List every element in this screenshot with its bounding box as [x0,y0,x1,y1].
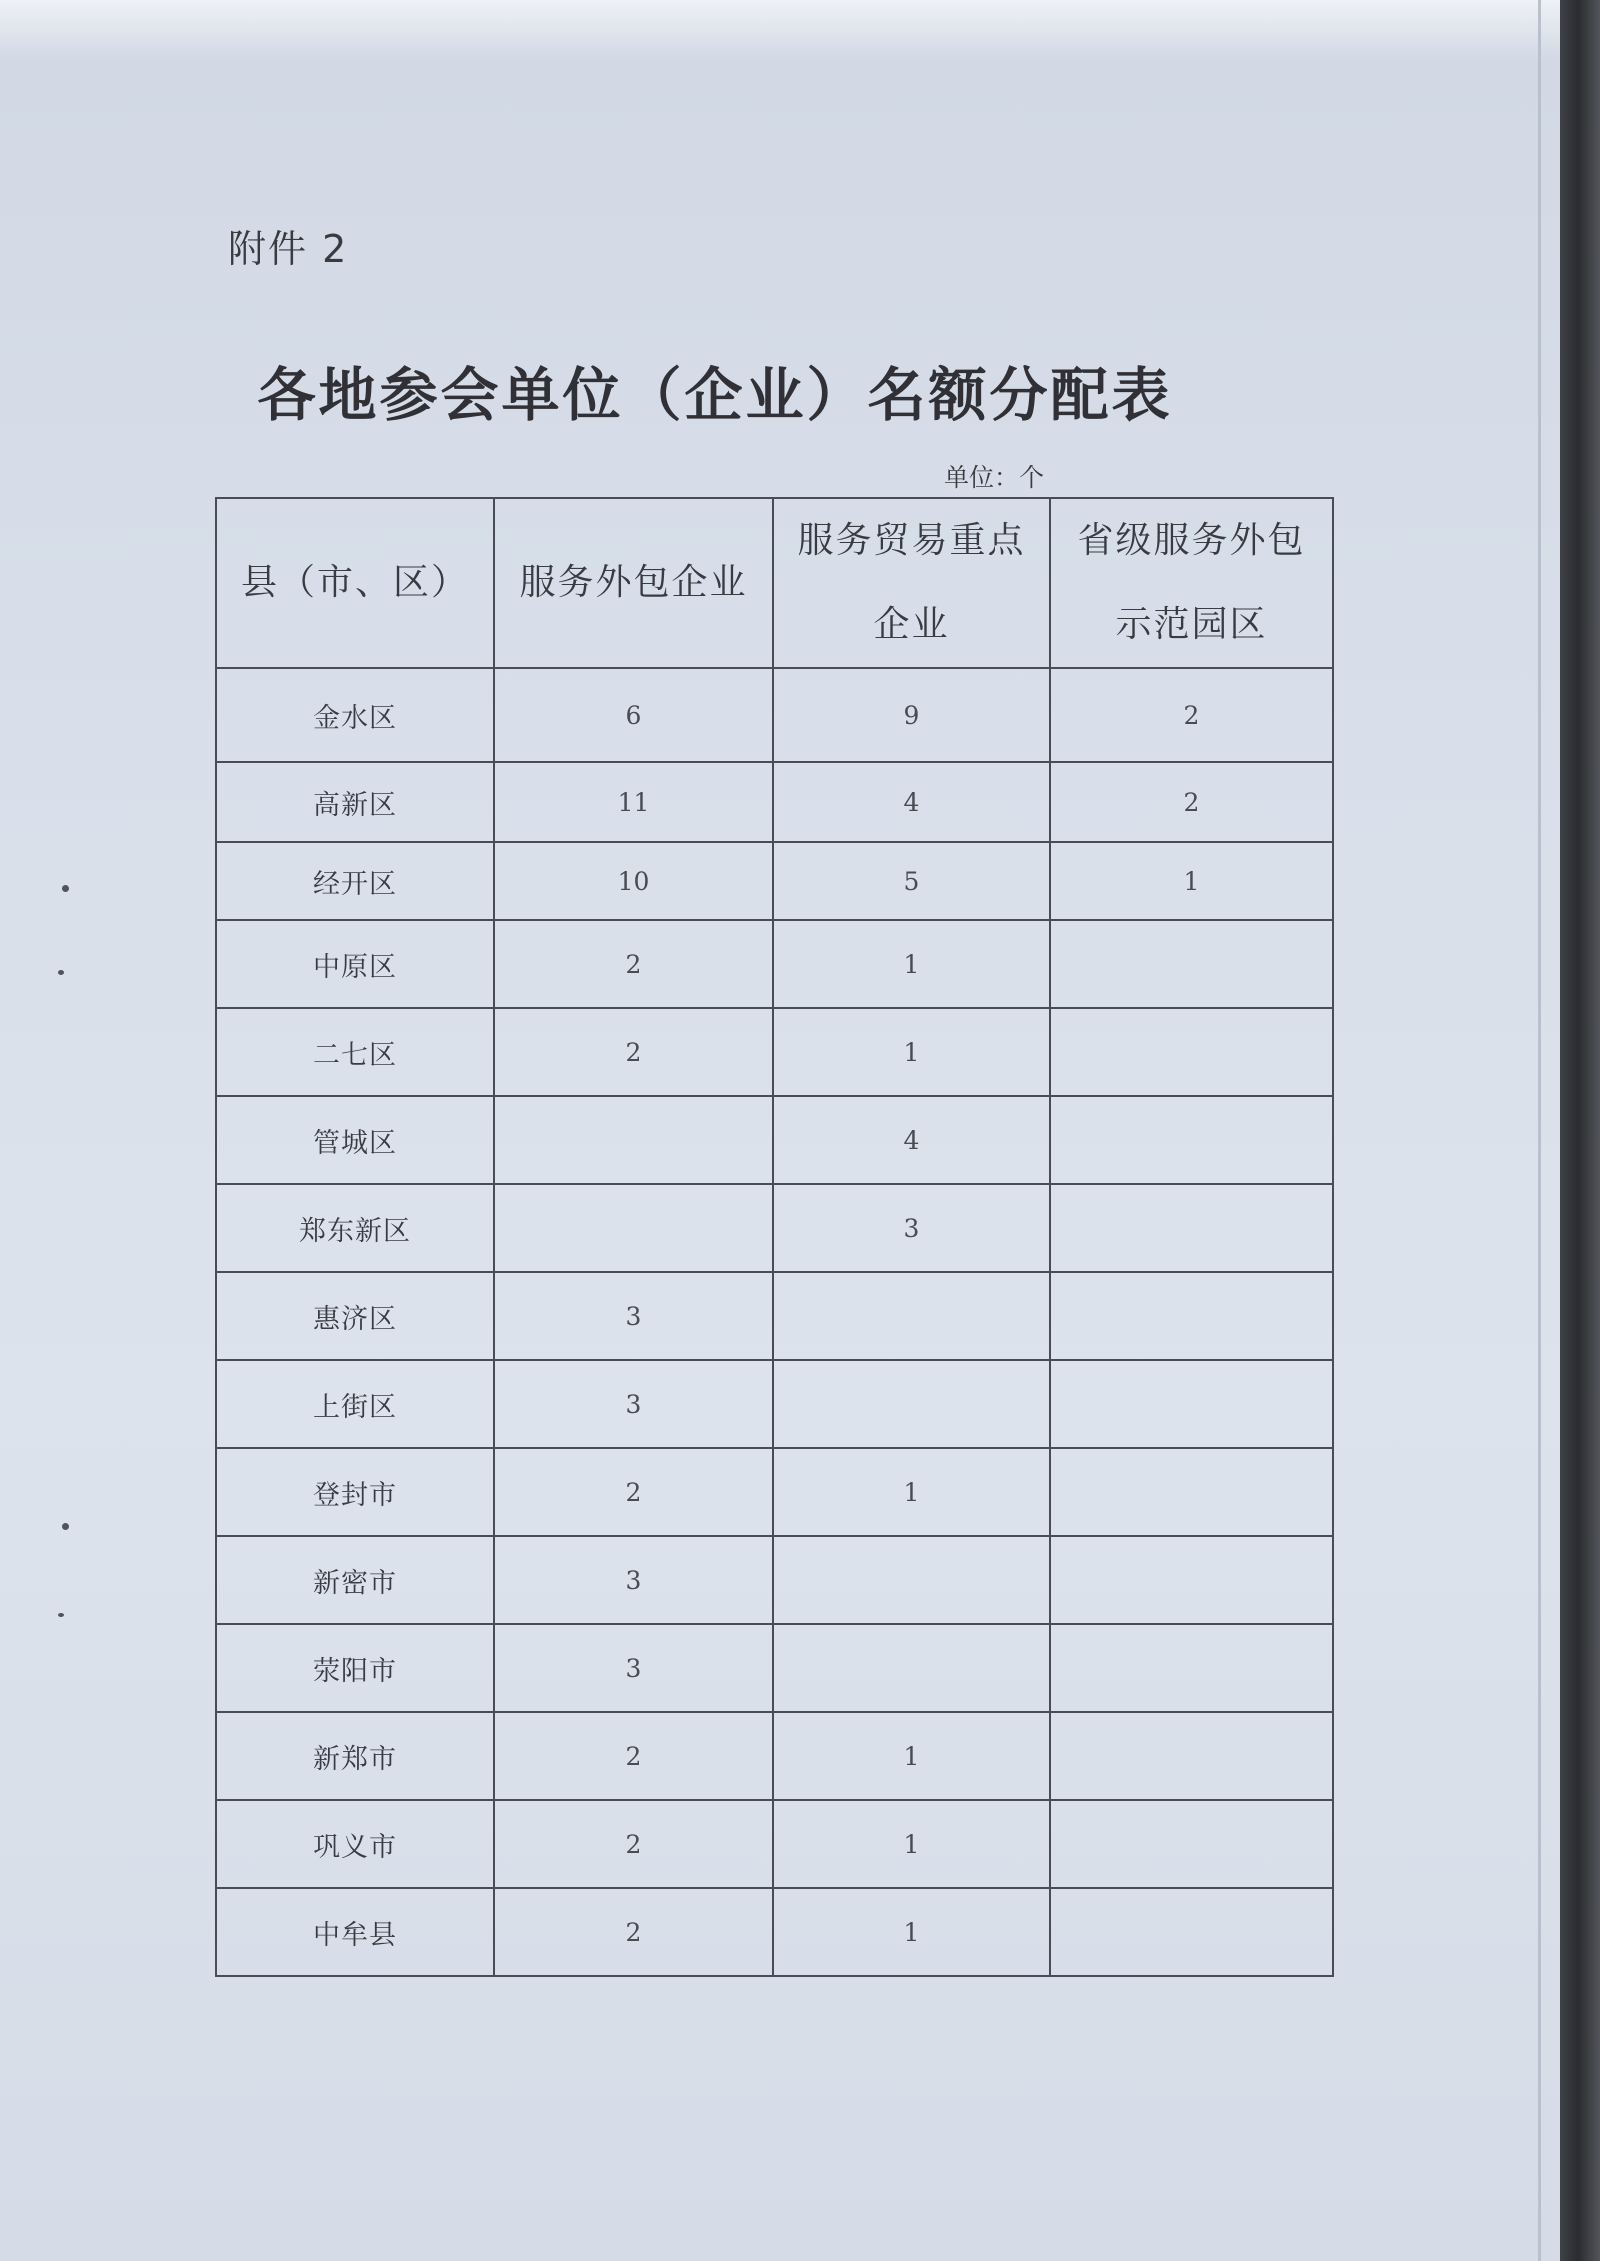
outsourcing-count-cell [494,1096,773,1184]
region-cell: 登封市 [216,1448,494,1536]
trade-count-cell: 9 [773,668,1050,762]
scan-speck [58,970,64,975]
park-count-cell [1050,1536,1333,1624]
outsourcing-count-cell: 6 [494,668,773,762]
header-outsourcing-enterprises [494,498,773,668]
region-cell: 二七区 [216,1008,494,1096]
scan-speck [62,1523,69,1530]
table-row [216,1624,1333,1712]
table-row [216,1272,1333,1360]
region-cell: 惠济区 [216,1272,494,1360]
region-cell: 金水区 [216,668,494,762]
park-count-cell [1050,1184,1333,1272]
park-count-cell [1050,1712,1333,1800]
table-row [216,842,1333,920]
outsourcing-count-cell: 3 [494,1624,773,1712]
outsourcing-count-cell: 11 [494,762,773,842]
trade-count-cell: 1 [773,920,1050,1008]
park-count-cell: 1 [1050,842,1333,920]
trade-count-cell: 4 [773,762,1050,842]
trade-count-cell: 1 [773,1800,1050,1888]
table-row [216,668,1333,762]
region-cell: 郑东新区 [216,1184,494,1272]
outsourcing-count-cell: 10 [494,842,773,920]
outsourcing-count-cell: 2 [494,920,773,1008]
table-body [216,668,1333,1976]
outsourcing-count-cell: 2 [494,1008,773,1096]
header-trade-key-enterprises [773,498,1050,668]
region-cell: 新密市 [216,1536,494,1624]
trade-count-cell: 1 [773,1712,1050,1800]
region-cell: 中原区 [216,920,494,1008]
scan-speck [62,885,69,892]
region-cell: 经开区 [216,842,494,920]
table-row [216,1800,1333,1888]
region-cell: 新郑市 [216,1712,494,1800]
outsourcing-count-cell: 2 [494,1888,773,1976]
outsourcing-count-cell: 3 [494,1360,773,1448]
table-row [216,1888,1333,1976]
trade-count-cell [773,1536,1050,1624]
outsourcing-count-cell: 3 [494,1536,773,1624]
table-row [216,920,1333,1008]
page-fold-line [1538,0,1541,2261]
table-row [216,1712,1333,1800]
park-count-cell [1050,1096,1333,1184]
table-row [216,1448,1333,1536]
table-row [216,1008,1333,1096]
region-cell: 荥阳市 [216,1624,494,1712]
header-park-line-1: 省级服务外包 [1077,520,1306,561]
trade-count-cell: 3 [773,1184,1050,1272]
region-cell: 中牟县 [216,1888,494,1976]
park-count-cell [1050,1448,1333,1536]
header-trade-line-2: 企业 [873,604,950,645]
table-row [216,1360,1333,1448]
outsourcing-count-cell [494,1184,773,1272]
trade-count-cell: 4 [773,1096,1050,1184]
trade-count-cell [773,1272,1050,1360]
region-cell: 巩义市 [216,1800,494,1888]
table-row [216,1096,1333,1184]
outsourcing-count-cell: 2 [494,1712,773,1800]
region-cell: 高新区 [216,762,494,842]
outsourcing-count-cell: 2 [494,1800,773,1888]
allocation-table [215,497,1334,1977]
table-row [216,1184,1333,1272]
park-count-cell [1050,1008,1333,1096]
park-count-cell [1050,1272,1333,1360]
park-count-cell [1050,1624,1333,1712]
document-title: 各地参会单位（企业）名额分配表 [257,361,1173,429]
scan-speck [58,1613,64,1617]
trade-count-cell: 1 [773,1888,1050,1976]
park-count-cell [1050,1800,1333,1888]
header-outsourcing-line: 服务外包企业 [519,562,748,603]
outsourcing-count-cell: 2 [494,1448,773,1536]
region-cell: 管城区 [216,1096,494,1184]
header-trade-line-1: 服务贸易重点 [797,520,1026,561]
table-row [216,762,1333,842]
region-cell: 上街区 [216,1360,494,1448]
outsourcing-count-cell: 3 [494,1272,773,1360]
park-count-cell: 2 [1050,668,1333,762]
header-park-line-2: 示范园区 [1115,604,1268,645]
table-header-row [216,498,1333,668]
trade-count-cell: 1 [773,1008,1050,1096]
park-count-cell: 2 [1050,762,1333,842]
trade-count-cell: 5 [773,842,1050,920]
trade-count-cell: 1 [773,1448,1050,1536]
attachment-label: 附件 2 [228,227,349,271]
header-region [216,498,494,668]
header-provincial-park [1050,498,1333,668]
header-region-line: 县（市、区） [240,562,469,603]
unit-note: 单位：个 [944,463,1045,492]
park-count-cell [1050,920,1333,1008]
scanner-edge [1560,0,1600,2261]
table-row [216,1536,1333,1624]
trade-count-cell [773,1360,1050,1448]
park-count-cell [1050,1888,1333,1976]
park-count-cell [1050,1360,1333,1448]
trade-count-cell [773,1624,1050,1712]
